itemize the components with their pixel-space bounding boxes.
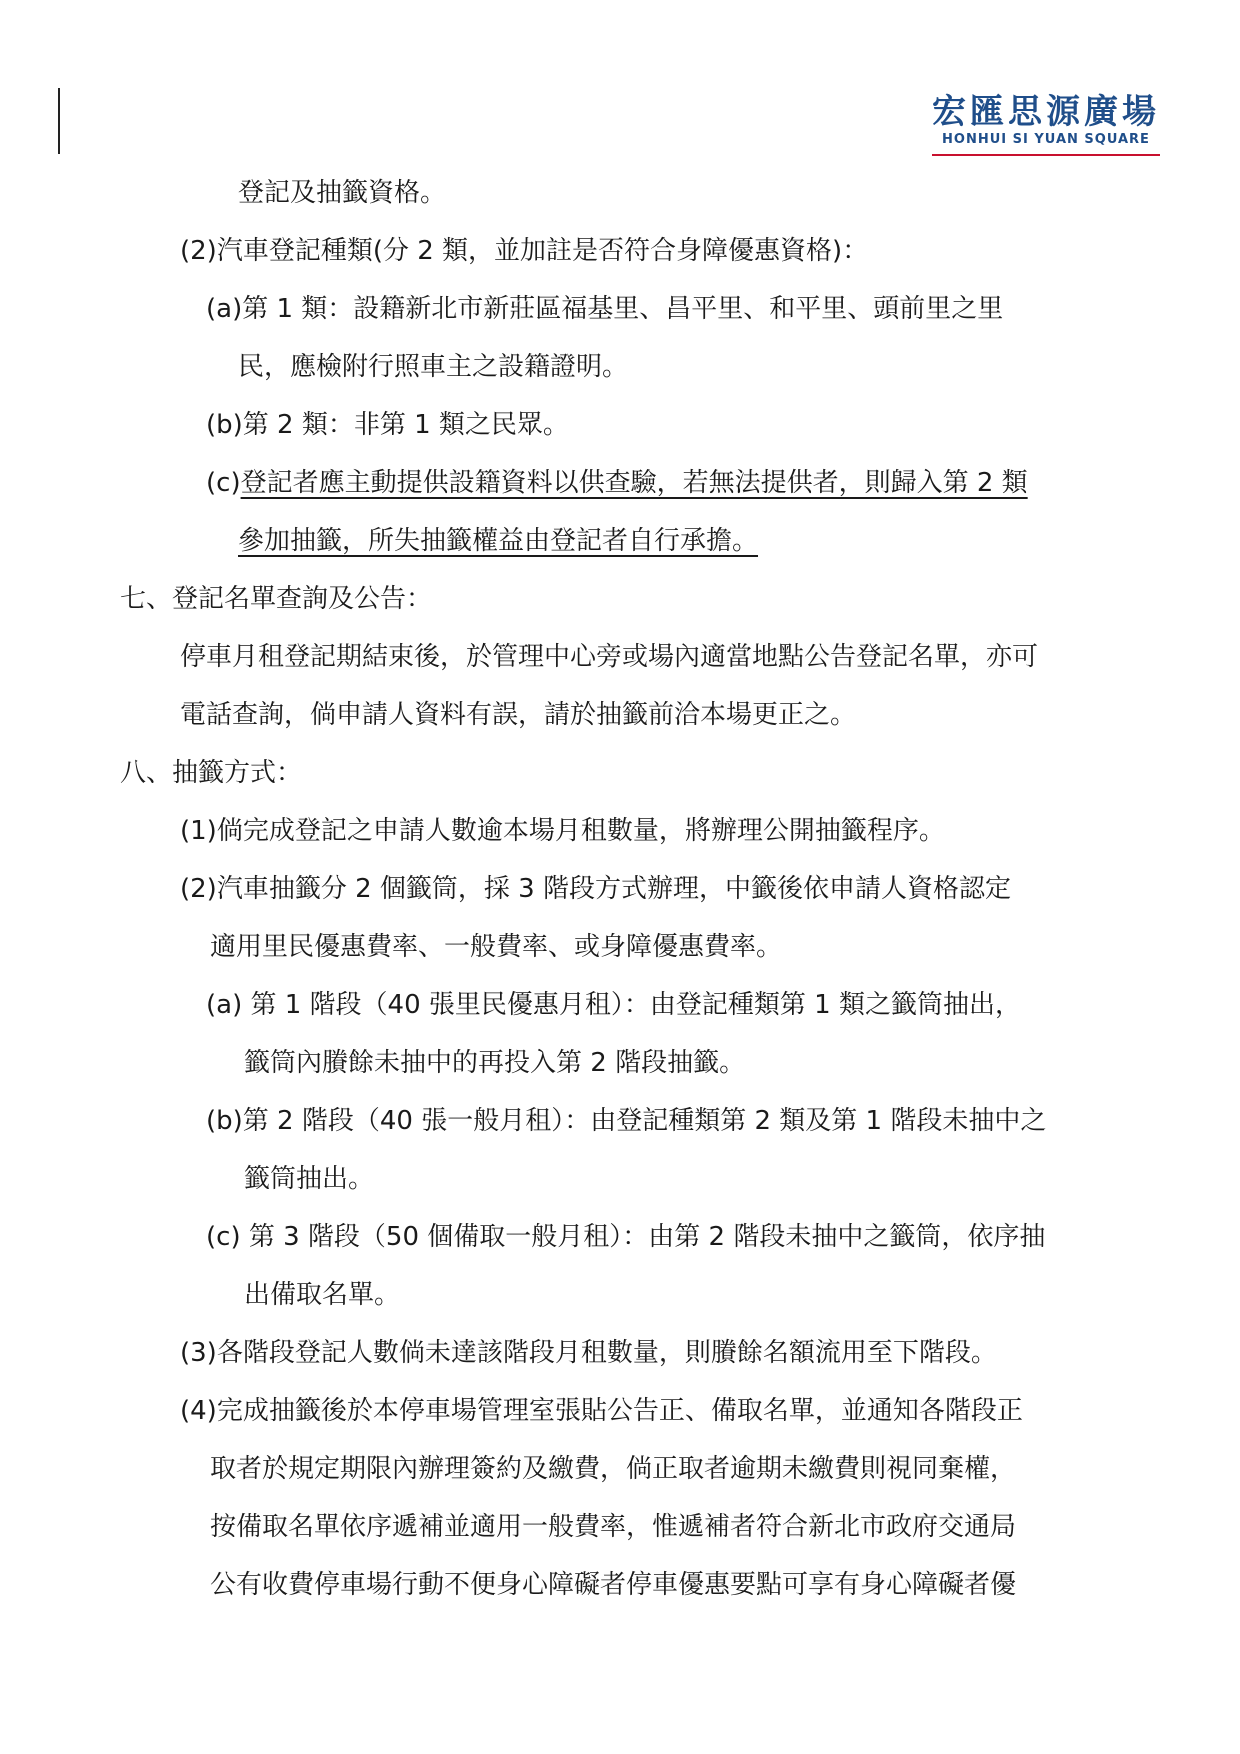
paragraph-line: 適用里民優惠費率、一般費率、或身障優惠費率。 [210,932,783,962]
paragraph-line: (b)第 2 類：非第 1 類之民眾。 [206,410,569,440]
paragraph-line: (4)完成抽籤後於本停車場管理室張貼公告正、備取名單，並通知各階段正 [180,1396,1023,1426]
paragraph-line: 停車月租登記期結束後，於管理中心旁或場內適當地點公告登記名單，亦可 [180,642,1039,672]
company-logo [932,92,1160,156]
paragraph-line [206,466,1028,500]
logo-english-name: HONHUI SI YUAN SQUARE [942,132,1150,147]
section-heading: 八、抽籤方式： [120,758,303,788]
paragraph-line: 民，應檢附行照車主之設籍證明。 [238,352,629,382]
paragraph-line: (2)汽車抽籤分 2 個籤筒，採 3 階段方式辦理，中籤後依申請人資格認定 [180,874,1011,904]
paragraph-line: 公有收費停車場行動不便身心障礙者停車優惠要點可享有身心障礙者優 [210,1570,1017,1600]
margin-rule [58,88,60,154]
paragraph-line: 電話查詢，倘申請人資料有誤，請於抽籤前洽本場更正之。 [180,700,857,730]
underlined-text: 參加抽籤，所失抽籤權益由登記者自行承擔。 [238,526,759,556]
paragraph-line: 籤筒抽出。 [244,1164,375,1194]
paragraph-line: 登記及抽籤資格。 [238,178,447,208]
paragraph-line: 按備取名單依序遞補並適用一般費率，惟遞補者符合新北市政府交通局 [210,1512,1017,1542]
paragraph-line: (1)倘完成登記之申請人數逾本場月租數量，將辦理公開抽籤程序。 [180,816,945,846]
paragraph-line: (a) 第 1 階段（40 張里民優惠月租）：由登記種類第 1 類之籤筒抽出， [206,990,1021,1020]
section-heading: 七、登記名單查詢及公告： [120,584,433,614]
paragraph-line: 取者於規定期限內辦理簽約及繳費，倘正取者逾期未繳費則視同棄權， [210,1454,1017,1484]
paragraph-line: 籤筒內賸餘未抽中的再投入第 2 階段抽籤。 [244,1048,746,1078]
paragraph-line: (c) 第 3 階段（50 個備取一般月租）：由第 2 階段未抽中之籤筒，依序抽 [206,1222,1046,1252]
underlined-text: 登記者應主動提供設籍資料以供查驗，若無法提供者，則歸入第 2 類 [240,468,1028,498]
logo-underline [932,154,1160,156]
item-marker: (c) [206,468,241,498]
logo-chinese-name: 宏匯思源廣場 [932,92,1160,132]
paragraph-line: 出備取名單。 [244,1280,401,1310]
paragraph-line: (3)各階段登記人數倘未達該階段月租數量，則賸餘名額流用至下階段。 [180,1338,997,1368]
paragraph-line: (b)第 2 階段（40 張一般月租）：由登記種類第 2 類及第 1 階段未抽中之 [206,1106,1047,1136]
paragraph-line: (a)第 1 類：設籍新北市新莊區福基里、昌平里、和平里、頭前里之里 [206,294,1004,324]
paragraph-line: (2)汽車登記種類(分 2 類，並加註是否符合身障優惠資格)： [180,236,869,266]
